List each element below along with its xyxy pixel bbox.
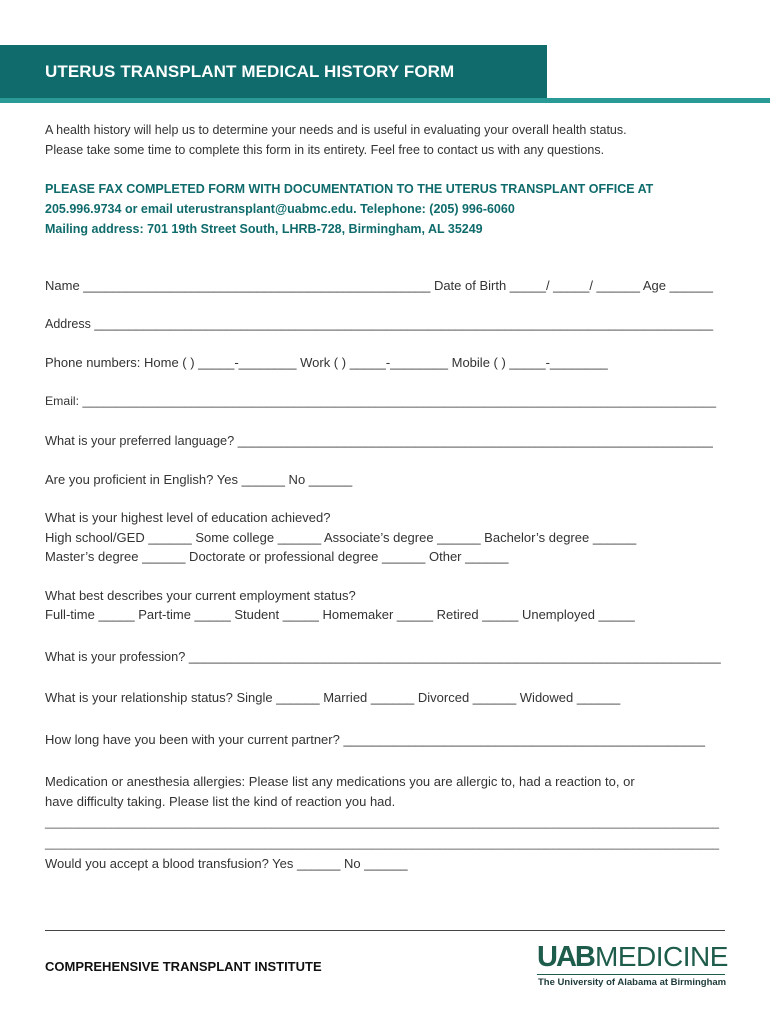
logo-divider [537, 974, 725, 975]
profession-field[interactable]: What is your profession? ___________________________________________________________________________ [45, 649, 721, 664]
preferred-language-field[interactable]: What is your preferred language? ___________________________________________________________________ [45, 433, 713, 448]
relationship-status-field[interactable]: What is your relationship status? Single ______ Married ______ Divorced ______ Widowed ______ [45, 690, 621, 705]
notice-line: PLEASE FAX COMPLETED FORM WITH DOCUMENTATION TO THE UTERUS TRANSPLANT OFFICE AT [45, 182, 654, 196]
address-field[interactable]: Address _________________________________________________________________________________________ [45, 317, 714, 331]
allergies-answer-line[interactable]: _____________________________________________________________________________________________________ [45, 836, 720, 850]
education-question: What is your highest level of education achieved? [45, 510, 331, 525]
email-field[interactable]: Email: _____________________________________________________________________________________________ [45, 394, 717, 408]
phone-numbers-field[interactable]: Phone numbers: Home ( ) _____-________ Work ( ) _____-________ Mobile ( ) _____-________ [45, 355, 608, 370]
education-options-2[interactable]: Master’s degree ______ Doctorate or professional degree ______ Other ______ [45, 549, 509, 564]
allergies-answer-line[interactable]: _____________________________________________________________________________________________________ [45, 815, 720, 829]
allergies-question-line: Medication or anesthesia allergies: Please list any medications you are allergic to, had a reaction to, or [45, 774, 635, 789]
employment-question: What best describes your current employment status? [45, 588, 356, 603]
allergies-question-line: have difficulty taking. Please list the kind of reaction you had. [45, 794, 396, 809]
blood-transfusion-field[interactable]: Would you accept a blood transfusion? Yes ______ No ______ [45, 856, 408, 871]
employment-options[interactable]: Full-time _____ Part-time _____ Student _____ Homemaker _____ Retired _____ Unemployed _____ [45, 607, 635, 622]
intro-line: Please take some time to complete this form in its entirety. Feel free to contact us with any questions. [45, 142, 605, 157]
english-proficiency-field[interactable]: Are you proficient in English? Yes ______ No ______ [45, 472, 353, 487]
partner-duration-field[interactable]: How long have you been with your current partner? __________________________________________________ [45, 732, 705, 747]
notice-line: 205.996.9734 or email uterustransplant@uabmc.edu. Telephone: (205) 996-6060 [45, 202, 515, 216]
footer-institute-name: COMPREHENSIVE TRANSPLANT INSTITUTE [45, 959, 322, 974]
uab-medicine-logo [537, 940, 727, 990]
name-dob-age-field[interactable]: Name ________________________________________________ Date of Birth _____/ _____/ ______ Age ______ [45, 278, 713, 293]
logo-uab-wordmark: UAB [537, 941, 594, 973]
footer-divider [45, 930, 725, 931]
logo-subtitle: The University of Alabama at Birmingham [538, 977, 727, 988]
logo-medicine-wordmark: MEDICINE [595, 941, 728, 972]
intro-text [45, 121, 735, 160]
form-title: UTERUS TRANSPLANT MEDICAL HISTORY FORM [45, 62, 455, 81]
intro-line: A health history will help us to determine your needs and is useful in evaluating your overall health status. [45, 123, 627, 137]
notice-line: Mailing address: 701 19th Street South, LHRB-728, Birmingham, AL 35249 [45, 222, 483, 236]
education-options-1[interactable]: High school/GED ______ Some college ______ Associate’s degree ______ Bachelor’s degree ______ [45, 530, 637, 545]
fax-notice [45, 179, 735, 239]
header-rule [0, 98, 770, 103]
